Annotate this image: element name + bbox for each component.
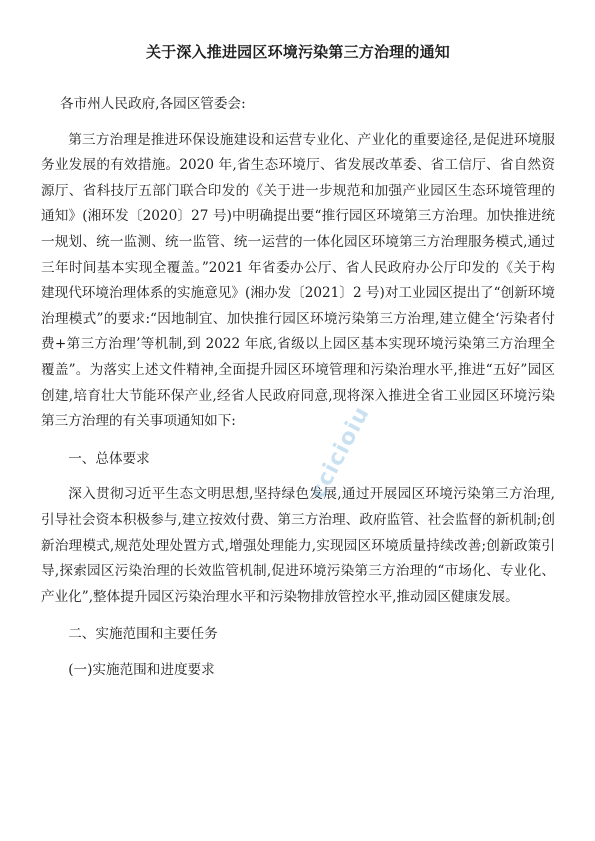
section-heading-scope-and-tasks: 二、实施范围和主要任务: [68, 626, 218, 643]
watermark-logo: ccicioiu: [305, 402, 375, 503]
subsection-heading-scope-schedule: (一)实施范围和进度要求: [68, 661, 215, 678]
general-requirements-body: 深入贯彻习近平生态文明思想,坚持绿色发展,通过开展园区环境污染第三方治理,引导社会资本积极参与,建立按效付费、第三方治理、政府监管、社会监督的新机制;创新治理模式,规范处理处置方式,增强处理能力,实现园区环境质量持续改善;创新政策引导,探索园区污染治理的长效监管机制,促进环境污染第三方治理的“市场化、专业化、产业化”,整体提升园区污染治理水平和污染物排放管控水平,推动园区健康发展。: [41, 486, 555, 605]
intro-paragraph: 第三方治理是推进环保设施建设和运营专业化、产业化的重要途径,是促进环境服务业发展的有效措施。2020 年,省生态环境厅、省发展改革委、省工信厅、省自然资源厅、省科技厅五部门联合印发的《关于进一步规范和加强产业园区生态环境管理的通知》(湘环发〔2020〕27 号)中明确提出要“推行园区环境第三方治理。加快推进统一规划、统一监测、统一监管、统一运营的一体化园区环境第三方治理服务模式,通过三年时间基本实现全覆盖。”2021 年省委办公厅、省人民政府办公厅印发的《关于构建现代环境治理体系的实施意见》(湘办发〔2021〕2 号)对工业园区提出了“创新环境治理模式”的要求:“因地制宜、加快推行园区环境污染第三方治理,建立健全‘污染者付费+第三方治理’等机制,到 2022 年底,省级以上园区基本实现环境污染第三方治理全覆盖”。为落实上述文件精神,全面提升园区环境管理和污染治理水平,推进“五好”园区创建,培育壮大节能环保产业,经省人民政府同意,现将深入推进全省工业园区环境污染第三方治理的有关事项通知如下:: [41, 131, 555, 430]
salutation: 各市州人民政府,各园区管委会:: [60, 96, 246, 112]
section-heading-general-requirements: 一、总体要求: [68, 450, 150, 467]
document-title: 关于深入推进园区环境污染第三方治理的通知: [145, 43, 450, 61]
